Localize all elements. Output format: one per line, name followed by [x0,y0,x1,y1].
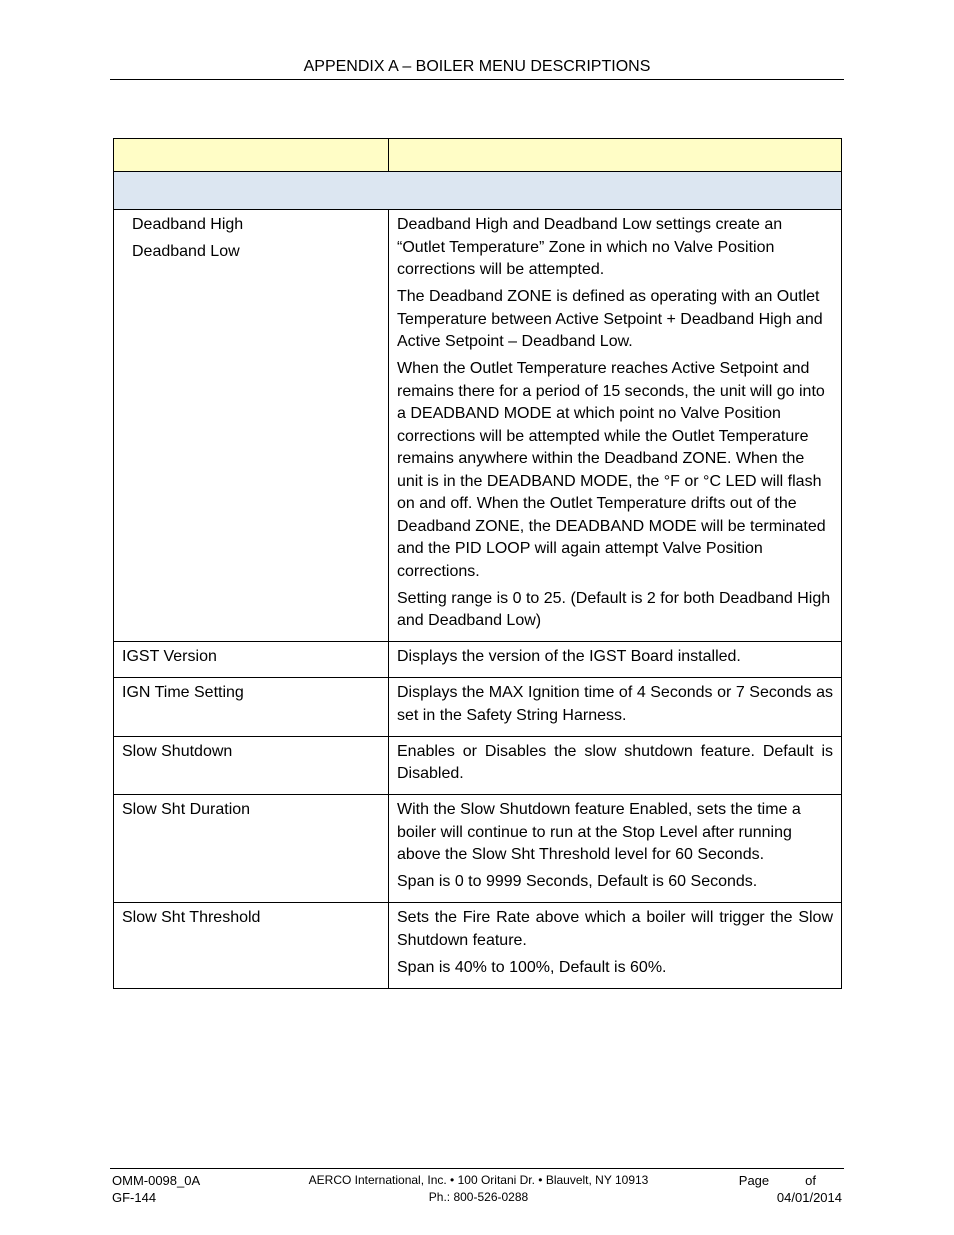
footer-right [739,1172,842,1206]
description-paragraph: Displays the version of the IGST Board installed. [397,648,741,665]
item-name-cell [114,736,389,795]
description-paragraph: Sets the Fire Rate above which a boiler will trigger the Slow Shutdown feature. [397,909,833,949]
table-row [114,795,842,903]
item-name: Deadband Low [132,243,240,260]
item-name-cell [114,795,389,903]
item-name: IGN Time Setting [122,684,244,701]
footer-divider [110,1168,844,1169]
footer-center [250,1172,707,1206]
description-paragraph: Span is 0 to 9999 Seconds, Default is 60 Seconds. [397,873,758,890]
table-row [114,903,842,989]
table-row [114,678,842,737]
item-name: Slow Sht Duration [122,801,251,818]
item-name-cell [114,678,389,737]
of-label: of [805,1173,816,1188]
item-description-cell [389,678,842,737]
table-section-row [114,172,842,210]
doc-number: OMM-0098_0A [112,1173,201,1188]
item-description-cell [389,736,842,795]
item-description-cell [389,903,842,989]
company-phone: Ph.: 800-526-0288 [428,1190,529,1204]
revision-date: 04/01/2014 [776,1190,842,1205]
item-name-cell [114,642,389,678]
table-row [114,210,842,642]
item-name: Slow Shutdown [122,742,233,760]
description-paragraph: Span is 40% to 100%, Default is 60%. [397,958,667,976]
company-address: AERCO International, Inc. • 100 Oritani Dr. • Blauvelt, NY 10913 [308,1173,649,1187]
description-paragraph: Setting range is 0 to 25. (Default is 2 for both Deadband High and Deadband Low) [397,589,831,629]
item-name: IGST Version [122,648,217,665]
header-divider [110,79,844,80]
footer-left [112,1172,200,1206]
item-name: Slow Sht Threshold [122,909,261,926]
header-cell-item [114,139,389,172]
table-row [114,642,842,678]
item-name-cell [114,210,389,642]
item-name: Deadband High [132,216,244,233]
section-cell [114,172,842,210]
description-paragraph: Displays the MAX Ignition time of 4 Seconds or 7 Seconds as set in the Safety String Harness. [397,684,833,724]
table-row [114,736,842,795]
page-header: APPENDIX A – BOILER MENU DESCRIPTIONS [303,58,651,75]
item-name-cell [114,903,389,989]
item-description-cell [389,210,842,642]
item-description-cell [389,642,842,678]
description-paragraph: Deadband High and Deadband Low settings create an “Outlet Temperature” Zone in which no Valve Position corrections will be attempted. [397,216,783,278]
form-number: GF-144 [112,1190,157,1205]
description-paragraph: When the Outlet Temperature reaches Active Setpoint and remains there for a period of 15 seconds, the unit will go into a DEADBAND MODE at which point no Valve Position corrections will be attempted while the Outlet Temperature remains anywhere within the Deadband ZONE. When the unit is in the DEADBAND MODE, the °F or °C LED will flash on and off. When the Outlet Temperature drifts out of the Deadband ZONE, the DEADBAND MODE will be terminated and the PID LOOP will again attempt Valve Position corrections. [397,360,826,580]
description-paragraph: The Deadband ZONE is defined as operating with an Outlet Temperature between Active Setpoint + Deadband High and Active Setpoint – Deadband Low. [397,288,823,350]
header-cell-description [389,139,842,172]
page-indicator [739,1172,842,1189]
page-label: Page [738,1173,770,1188]
table-header-row [114,139,842,172]
description-paragraph: Enables or Disables the slow shutdown feature. Default is Disabled. [397,742,833,782]
menu-description-table [113,138,842,989]
description-paragraph: With the Slow Shutdown feature Enabled, sets the time a boiler will continue to run at the Stop Level after running above the Slow Sht Threshold level for 60 Seconds. [397,801,801,863]
item-description-cell [389,795,842,903]
